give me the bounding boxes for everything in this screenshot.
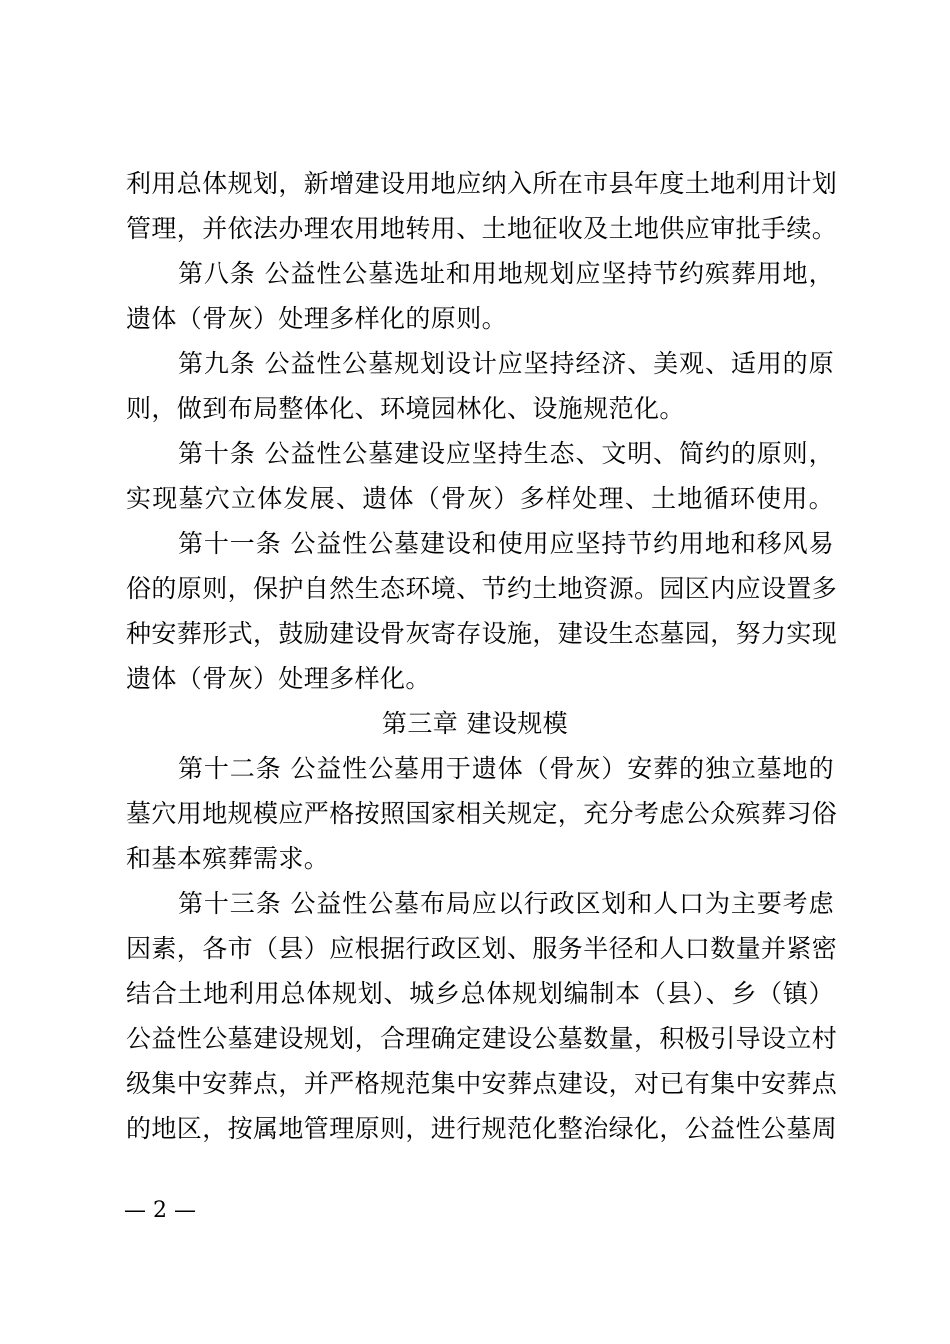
text-line: 遗体（骨灰）处理多样化。 bbox=[126, 664, 431, 693]
text-line: 种安葬形式，鼓励建设骨灰寄存设施，建设生态墓园，努力实现 bbox=[126, 619, 838, 648]
page-number: — 2 — bbox=[124, 1198, 196, 1223]
text-line: 公益性公墓建设规划，合理确定建设公墓数量，积极引导设立村 bbox=[126, 1024, 838, 1053]
article-13-start: 第十三条 公益性公墓布局应以行政区划和人口为主要考虑 bbox=[178, 889, 834, 918]
text-line: 结合土地利用总体规划、城乡总体规划编制本（县）、乡（镇） bbox=[126, 979, 834, 1008]
text-line: 墓穴用地规模应严格按照国家相关规定，充分考虑公众殡葬习俗 bbox=[126, 799, 838, 828]
article-10-start: 第十条 公益性公墓建设应坚持生态、文明、简约的原则， bbox=[178, 439, 834, 468]
text-line: 和基本殡葬需求。 bbox=[126, 844, 330, 873]
article-11-start: 第十一条 公益性公墓建设和使用应坚持节约用地和移风易 bbox=[178, 529, 834, 558]
text-line: 因素，各市（县）应根据行政区划、服务半径和人口数量并紧密 bbox=[126, 934, 838, 963]
text-line: 遗体（骨灰）处理多样化的原则。 bbox=[126, 304, 508, 333]
text-line: 的地区，按属地管理原则，进行规范化整治绿化，公益性公墓周 bbox=[126, 1114, 838, 1143]
text-line: 俗的原则，保护自然生态环境、节约土地资源。园区内应设置多 bbox=[126, 574, 838, 603]
article-9-start: 第九条 公益性公墓规划设计应坚持经济、美观、适用的原 bbox=[178, 349, 834, 378]
text-line: 则，做到布局整体化、环境园林化、设施规范化。 bbox=[126, 394, 685, 423]
text-line: 利用总体规划，新增建设用地应纳入所在市县年度土地利用计划 bbox=[126, 169, 838, 198]
text-line: 实现墓穴立体发展、遗体（骨灰）多样处理、土地循环使用。 bbox=[126, 484, 834, 513]
text-line: 管理，并依法办理农用地转用、土地征收及土地供应审批手续。 bbox=[126, 214, 838, 243]
text-line: 级集中安葬点，并严格规范集中安葬点建设，对已有集中安葬点 bbox=[126, 1069, 838, 1098]
chapter-heading: 第三章 建设规模 bbox=[381, 709, 569, 738]
article-12-start: 第十二条 公益性公墓用于遗体（骨灰）安葬的独立墓地的 bbox=[178, 754, 834, 783]
article-8-start: 第八条 公益性公墓选址和用地规划应坚持节约殡葬用地， bbox=[178, 259, 834, 288]
